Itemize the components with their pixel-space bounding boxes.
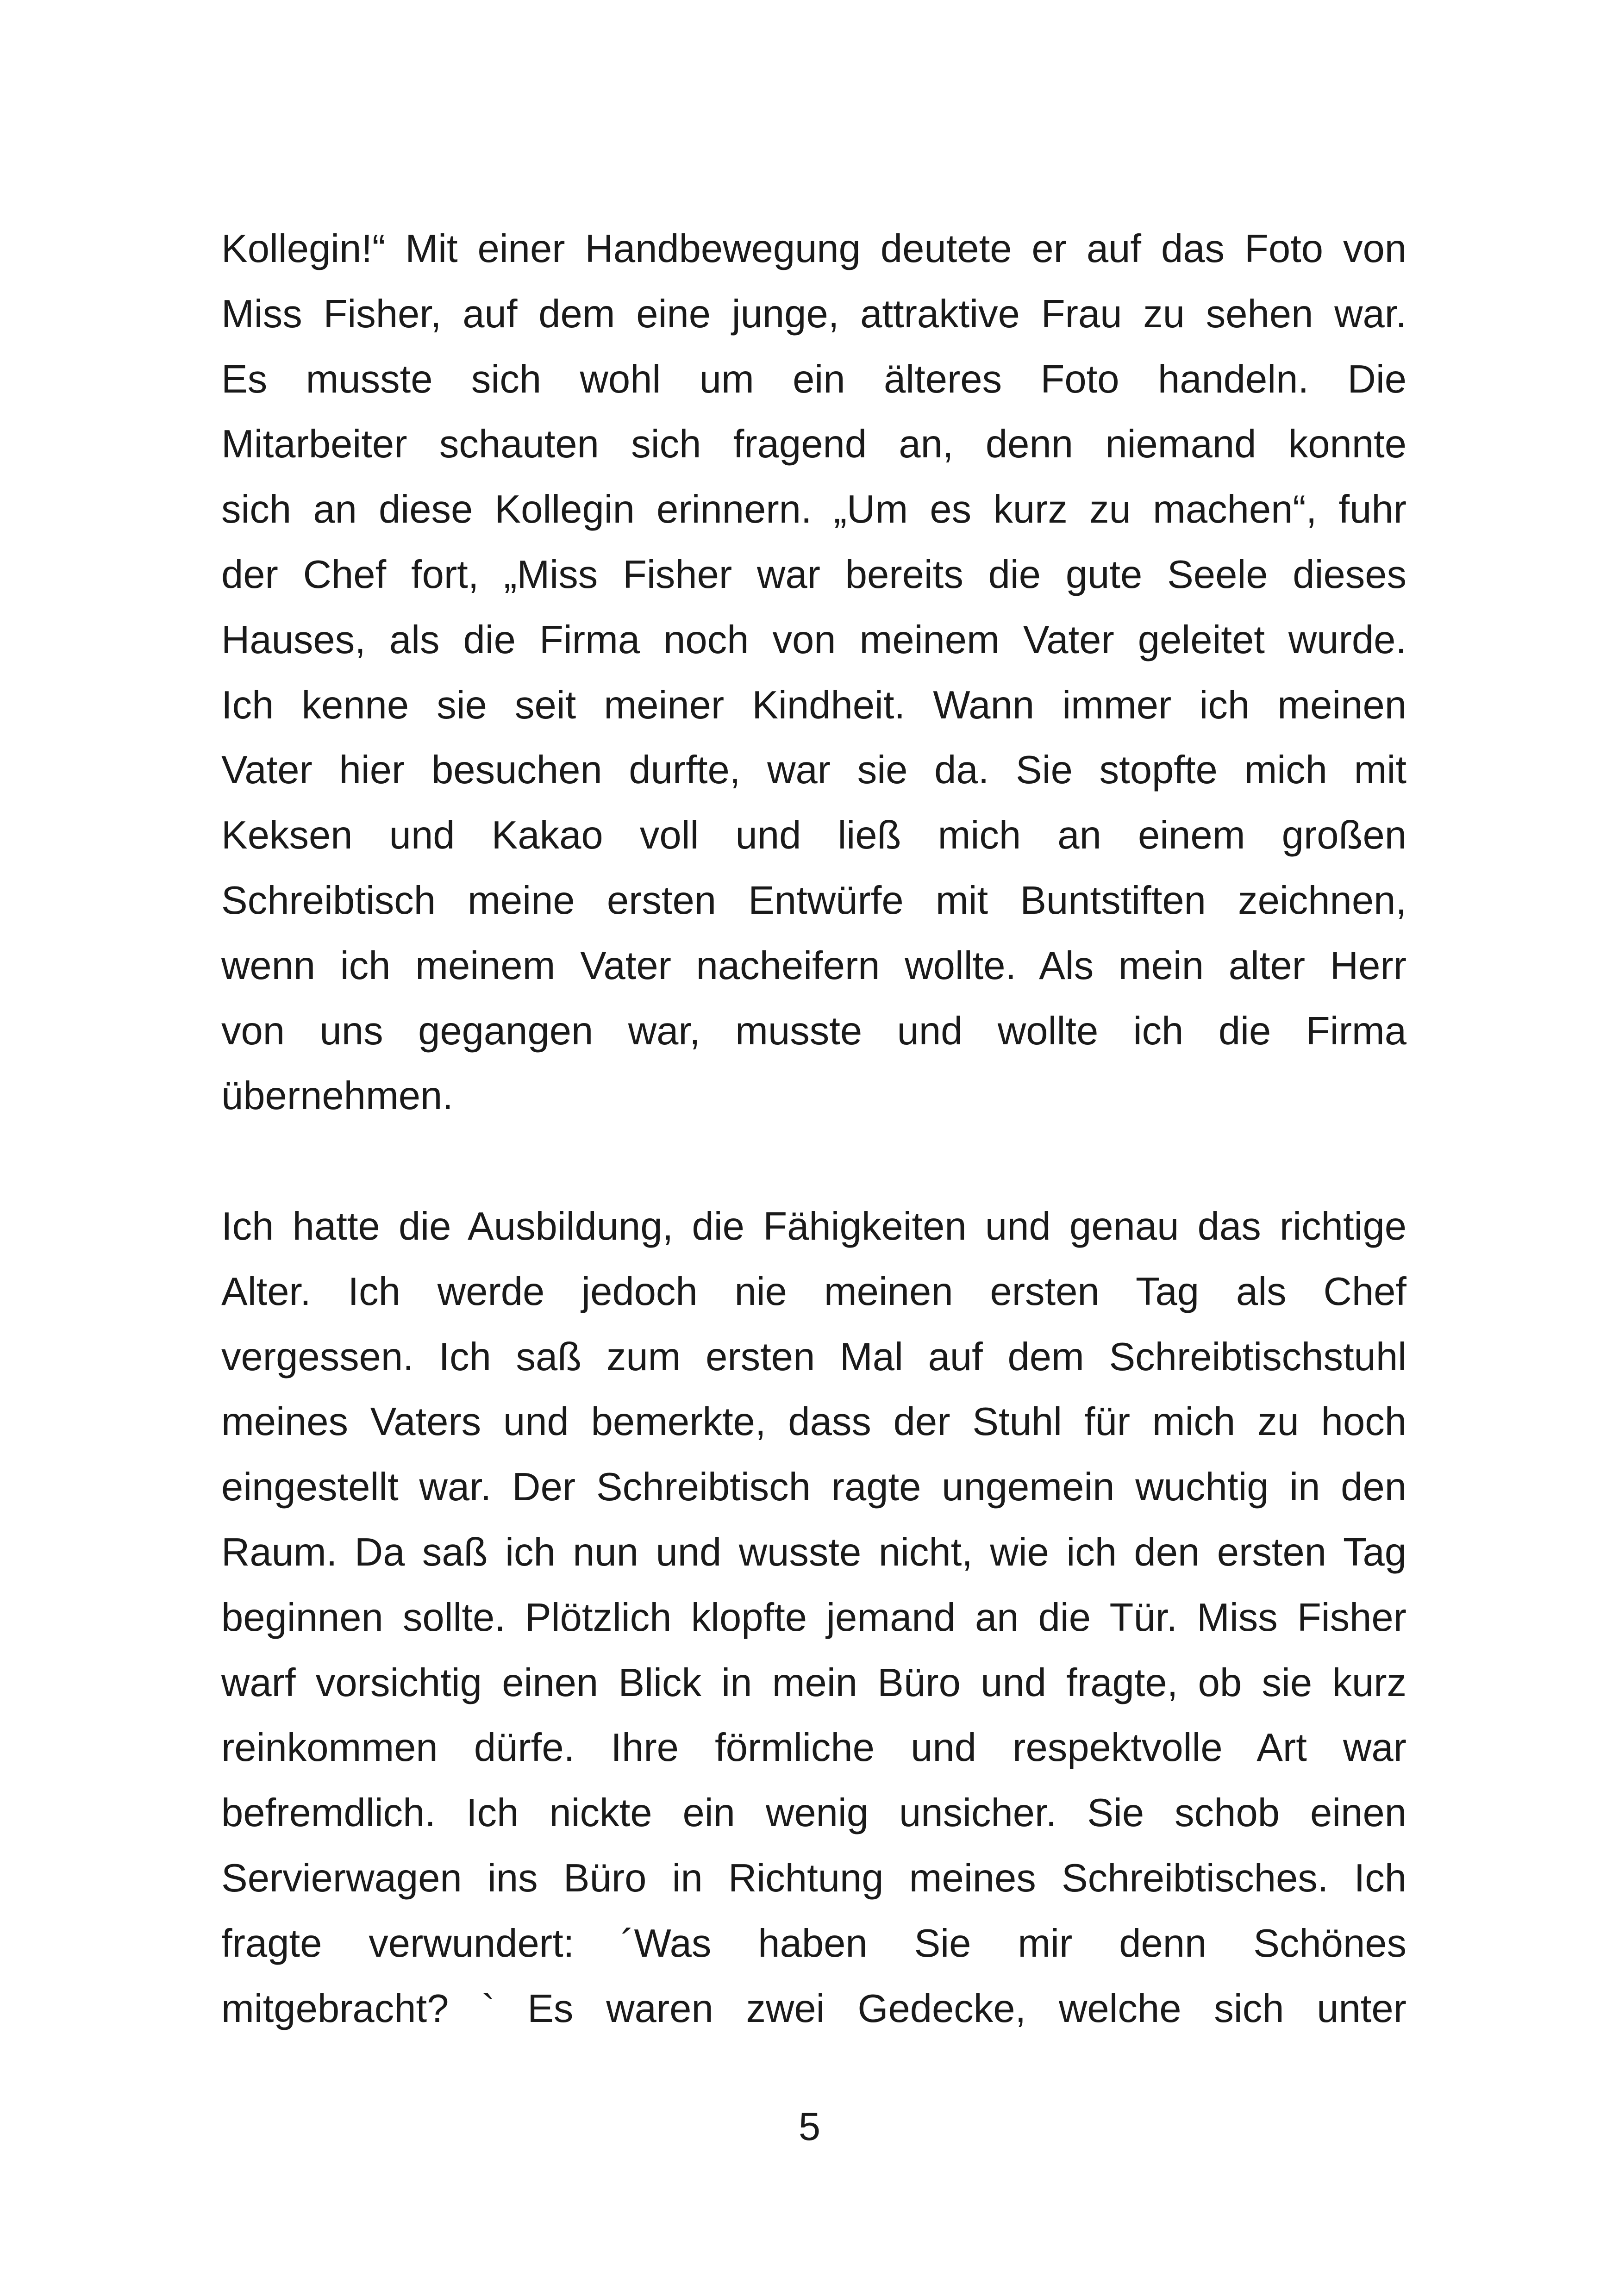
text-line: Vater hier besuchen durfte, war sie da. Sie stopfte mich mit	[221, 748, 1406, 792]
text-line: Hauses, als die Firma noch von meinem Vater geleitet wurde.	[221, 618, 1406, 662]
text-line: Raum. Da saß ich nun und wusste nicht, wie ich den ersten Tag	[221, 1530, 1406, 1574]
text-line: wenn ich meinem Vater nacheifern wollte. Als mein alter Herr	[221, 943, 1406, 988]
text-line: Alter. Ich werde jedoch nie meinen ersten Tag als Chef	[221, 1269, 1406, 1314]
text-line: warf vorsichtig einen Blick in mein Büro und fragte, ob sie kurz	[221, 1660, 1406, 1705]
text-line: beginnen sollte. Plötzlich klopfte jemand an die Tür. Miss Fisher	[221, 1595, 1406, 1640]
page-number: 5	[798, 2105, 821, 2149]
text-line: Ich kenne sie seit meiner Kindheit. Wann immer ich meinen	[221, 683, 1406, 727]
text-line: Kollegin!“ Mit einer Handbewegung deutete er auf das Foto von	[221, 227, 1406, 271]
text-line: mitgebracht? ` Es waren zwei Gedecke, welche sich unter	[221, 1986, 1406, 2031]
text-line: sich an diese Kollegin erinnern. „Um es kurz zu machen“, fuhr	[221, 487, 1406, 532]
text-line: eingestellt war. Der Schreibtisch ragte ungemein wuchtig in den	[221, 1465, 1406, 1510]
text-line: vergessen. Ich saß zum ersten Mal auf dem Schreibtischstuhl	[221, 1335, 1406, 1379]
paragraph-2	[221, 1194, 1406, 2041]
text-line: Es musste sich wohl um ein älteres Foto handeln. Die	[221, 357, 1406, 401]
paragraph-1	[221, 217, 1406, 1129]
text-line: Ich hatte die Ausbildung, die Fähigkeiten und genau das richtige	[221, 1204, 1406, 1248]
text-line: von uns gegangen war, musste und wollte ich die Firma	[221, 1009, 1406, 1053]
text-line: befremdlich. Ich nickte ein wenig unsicher. Sie schob einen	[221, 1791, 1406, 1835]
text-line: Keksen und Kakao voll und ließ mich an einem großen	[221, 813, 1406, 858]
text-line: Mitarbeiter schauten sich fragend an, denn niemand konnte	[221, 422, 1406, 467]
text-line: meines Vaters und bemerkte, dass der Stuhl für mich zu hoch	[221, 1400, 1406, 1444]
text-line: fragte verwundert: ´Was haben Sie mir denn Schönes	[221, 1921, 1406, 1965]
text-line: übernehmen.	[221, 1074, 453, 1118]
text-line: Schreibtisch meine ersten Entwürfe mit Buntstiften zeichnen,	[221, 878, 1406, 923]
text-line: reinkommen dürfe. Ihre förmliche und respektvolle Art war	[221, 1726, 1406, 1770]
text-line: der Chef fort, „Miss Fisher war bereits die gute Seele dieses	[221, 552, 1406, 597]
text-line: Miss Fisher, auf dem eine junge, attraktive Frau zu sehen war.	[221, 292, 1406, 336]
text-line: Servierwagen ins Büro in Richtung meines Schreibtisches. Ich	[221, 1856, 1406, 1900]
